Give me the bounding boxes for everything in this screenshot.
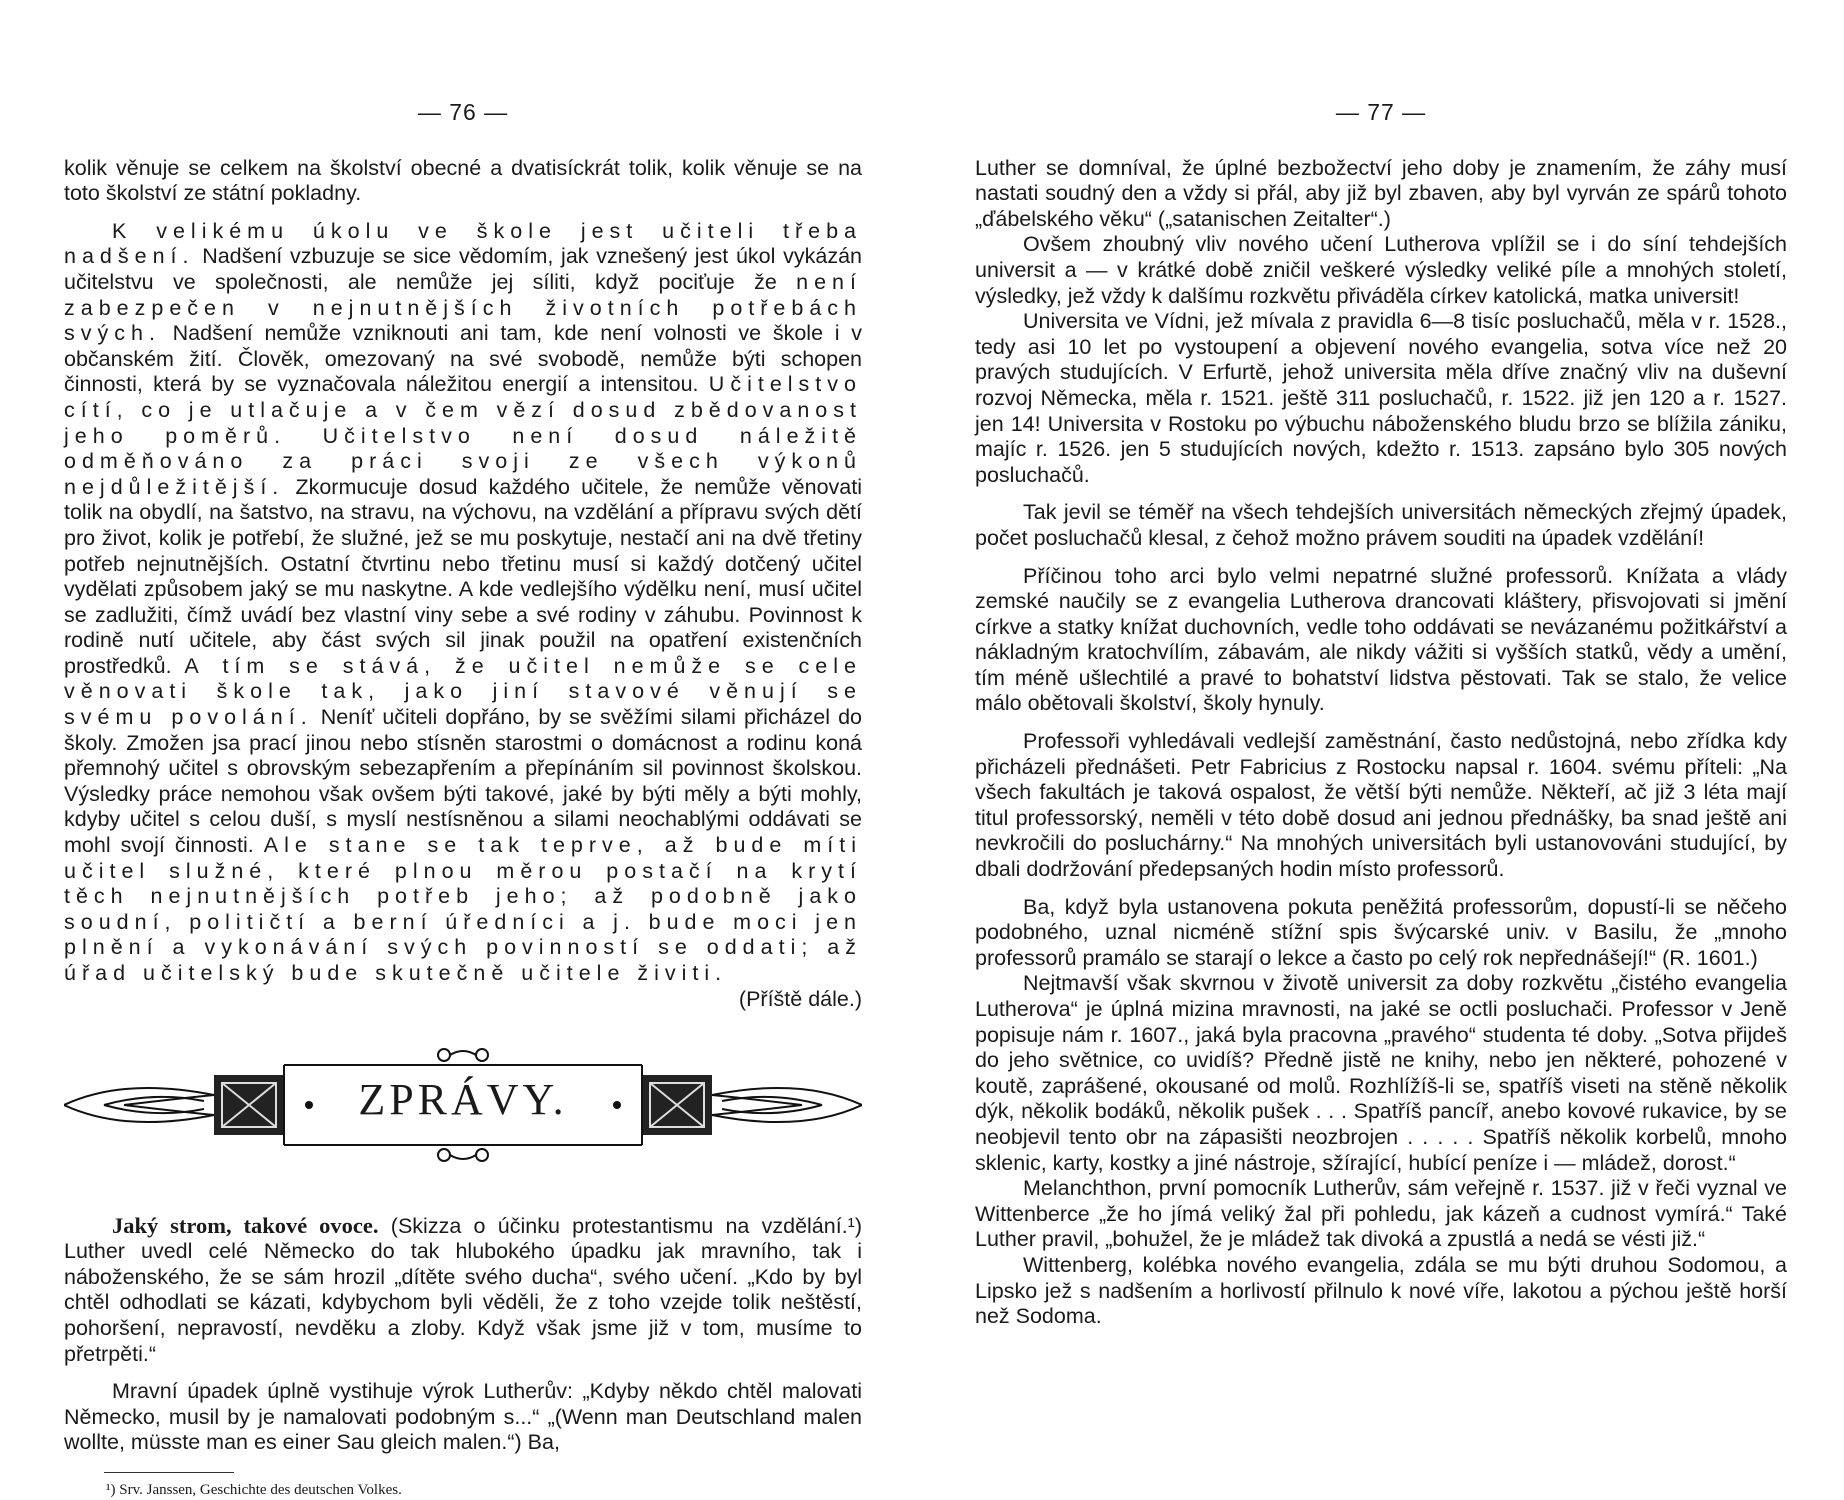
- news-heading: Jaký strom, takové ovoce.: [112, 1212, 379, 1238]
- page-number-right: — 77 —: [1335, 99, 1427, 125]
- paragraph: Ovšem zhoubný vliv nového učení Lutherova vplížil se i do síní tehdejších universit a — v krátké době zničil veškeré výsledky veliké píle a mnohých století, výsledky, jež vždy k dalšímu rozkvětu přiváděla církev katolická, matka universit!: [975, 232, 1787, 308]
- news-item: [64, 1213, 862, 1368]
- spaced-text: K velikému úkolu ve škole jest učiteli třeba nadšení.: [64, 218, 862, 269]
- paragraph: Luther se domníval, že úplné bezbožectví jeho doby je znamením, že záhy musí nastati soudný den a vždy si přál, aby již byl zbaven, aby byl vyrván ze spárů tohoto „ďábelského věku“ („satanischen Zeitalter“.): [975, 155, 1787, 231]
- page-number-left: — 76 —: [417, 99, 509, 125]
- paragraph: Ba, když byla ustanovena pokuta peněžitá professorům, dopustí-li se něčeho podobného, uznal nicméně stížní spis švýcarské univ. v Basilu, že „mnoho professorů pramálo se starají o lekce a často po celý rok nepřednášejí!“ (R. 1601.): [975, 894, 1787, 970]
- paragraph: Universita ve Vídni, jež mívala z pravidla 6—8 tisíc posluchačů, měla v r. 1528., tedy asi 10 let po vystoupení a objevení nového evangelia, sotva více než 20 pravých studujících. V Erfurtě, jehož universita měla dříve značný vliv na duševní rozvoj Německa, měla r. 1521. ještě 311 posluchačů, r. 1522. již jen 120 a r. 1527. jen 14! Universita v Rostoku po výbuchu náboženského bludu brzo se blížila zániku, majíc r. 1526. jen 5 studujících nových, kdežto r. 1513. zapsáno bylo 305 nových posluchačů.: [975, 309, 1787, 487]
- news-text: (Skizza o účinku protestantismu na vzdělání.¹) Luther uvedl celé Německo do tak hlubokého úpadku jak mravního, tak i náboženského, že se sám hrozil „dítěte svého ducha“, svého učení. „Kdo by byl chtěl odhodlati se kázati, kdybychom byli věděli, že z toho vzejde tolik neštěstí, pohoršení, nepravostí, nevděku a zloby. Když však jsme již v tom, musíme to přetrpěti.“: [64, 1213, 862, 1366]
- paragraph: Professoři vyhledávali vedlejší zaměstnání, často nedůstojná, nebo zřídka kdy přicházeli přednášeti. Petr Fabricius z Rostocku napsal r. 1604. svému příteli: „Na všech fakultách je taková ospalost, že větší býti nemůže. Někteří, ač již 3 léta mají titul professorský, neměli v této době dosud ani jednou přednášky, ba snad ještě ani nevkročili do posluchárny.“ Na mnohých universitách byli ustanovováni studující, by dbali dodržování předepsaných hodin místo professorů.: [975, 729, 1787, 882]
- body-text: Zkormucuje dosud každého učitele, že nemůže věnovati tolik na obydlí, na šatstvo, na stravu, na výchovu, na vzdělání a přípravu svých dětí pro život, kolik je potřebí, že služné, jež se mu poskytuje, nestačí ani na dvě třetiny potřeb nejnutnějších. Ostatní čtvrtinu nebo třetinu musí si každý dotčený učitel vydělati způsobem jaký se mu naskytne. A kde vedlejšího výdělku není, musí učitel se zadlužiti, čímž uvádí bez vlastní viny sebe a své rodiny v záhubu. Povinnost k rodině nutí učitele, aby část svých sil jinak použil na opatření existenčních prostředků.: [64, 474, 862, 678]
- section-banner: [64, 1047, 862, 1163]
- right-page: [975, 100, 1787, 1330]
- paragraph: Příčinou toho arci bylo velmi nepatrné služné professorů. Knížata a vlády zemské naučily se z evangelia Lutherova drancovati kláštery, přisvojovati si jmění církve a statky knížat duchovních, vedle toho oddávati se nevázanému požitkářství a nákladným kratochvílím, zábavám, ale nikdy vážiti si vyšších statků, vědy a umění, tím méně ušlechtilé a pravé to bohatství lidstva pěstovati. Tak se stalo, že velice málo obětovali školství, školy hynuly.: [975, 563, 1787, 716]
- body-text: Nadšení vzbuzuje se sice vědomím, jak vznešený jest úkol vykázán učitelstvu ve společnosti, ale nemůže jej síliti, když pociťuje že: [64, 244, 862, 294]
- body-text: Nadšení nemůže vzniknouti ani tam, kde není volnosti ve škole i v občanském žití. Člověk, omezovaný na své svobodě, nemůže býti schopen činnosti, která by se vyznačovala náležitou energií a intensitou.: [64, 321, 862, 397]
- spaced-text: Ale stane se tak teprve, až bude míti učitel služné, které plnou měrou postačí na krytí těch nejnutnějších potřeb jeho; až podobně jako soudní, političtí a berní úředníci a j. bude moci jen plnění a vykonávání svých povinností se oddati; až úřad učitelský bude skutečně učitele živiti.: [64, 833, 862, 985]
- paragraph: Wittenberg, kolébka nového evangelia, zdála se mu býti druhou Sodomou, a Lipsko jež s nadšením a horlivostí přilnulo k nové víře, lakotou a pýchou ještě horší než Sodoma.: [975, 1252, 1787, 1329]
- section-title: ZPRÁVY.: [358, 1074, 568, 1124]
- continued-note: (Příště dále.): [738, 986, 862, 1011]
- spaced-text: není zabezpečen v nejnutnějších životních potřebách svých.: [64, 269, 862, 346]
- spaced-text: A tím se stává, že učitel nemůže se cele věnovati škole tak, jako jiní stavové věnují se svému povolání.: [64, 653, 862, 730]
- paragraph: Nejtmavší však skvrnou v životě universit za doby rozkvětu „čistého evangelia Lutherova“ je úplná mizina mravnosti, na jaké se octli posluchači. Professor v Jeně popisuje nám r. 1607., jaká byla pracovna „pravého“ studenta té doby. „Sotva přijdeš do jeho světnice, co uvidíš? Předně jistě ne knihy, nebo jen některé, pohozené v koutě, zaprášené, okousané od molů. Rozhlížíš-li se, spatříš viseti na stěně několik dýk, několik bodáků, několik pušek . . . Spatříš pancíř, anebo kovové rukavice, by se neobjevil tento obr na zápasišti neozbrojen . . . . . Spatříš několik korbelů, mnoho sklenic, karty, kostky a jiné nástroje, sžírající, hubící peníze i — mládež, dorost.“: [975, 971, 1787, 1175]
- article-continuation: kolik věnuje se celkem na školství obecné a dvatisíckrát tolik, kolik věnuje se na toto školství ze státní pokladny.: [64, 155, 862, 206]
- footnote-divider: [104, 1472, 234, 1473]
- article-paragraph: [64, 218, 862, 1011]
- body-text: Neníť učiteli dopřáno, by se svěžími silami přicházel do školy. Zmožen jsa prací jinou nebo stísněn starostmi o domácnost a rodinu koná přemnohý učitel s obrovským sebezapřením a přepínáním sil povinnost školskou. Výsledky práce nemohou však ovšem býti takové, jaké by býti měly a býti mohly, kdyby učitel s celou duší, s myslí nestísněnou a silami neochablými oddávati se mohl svojí činnosti.: [64, 705, 862, 858]
- paragraph: Melanchthon, první pomocník Lutherův, sám veřejně r. 1537. již v řeči vyznal ve Wittenberce „že ho jímá veliký žal při pohledu, jak kázeň a cudnost vymírá.“ Také Luther pravil, „bohužel, že je mládež tak divoká a zpustlá a nedá se vésti již.“: [975, 1176, 1787, 1252]
- footnote: ¹) Srv. Janssen, Geschichte des deutschen Volkes.: [106, 1481, 402, 1498]
- spaced-text: Učitelstvo cítí, co je utlačuje a v čem vězí dosud zbědovanost jeho poměrů. Učitelstvo není dosud náležitě odměňováno za práci svoji ze všech výkonů nejdůležitější.: [64, 372, 862, 499]
- news-paragraph: Mravní úpadek úplně vystihuje výrok Lutherův: „Kdyby někdo chtěl malovati Německo, musil by je namalovati podobným s...“ „(Wenn man Deutschland malen wollte, müsste man es einer Sau gleich malen.“) Ba,: [64, 1379, 862, 1455]
- left-page: [64, 100, 862, 1499]
- paragraph: Tak jevil se téměř na všech tehdejších universitách německých zřejmý úpadek, počet posluchačů klesal, z čehož možno právem souditi na úpadek vzdělání!: [975, 500, 1787, 550]
